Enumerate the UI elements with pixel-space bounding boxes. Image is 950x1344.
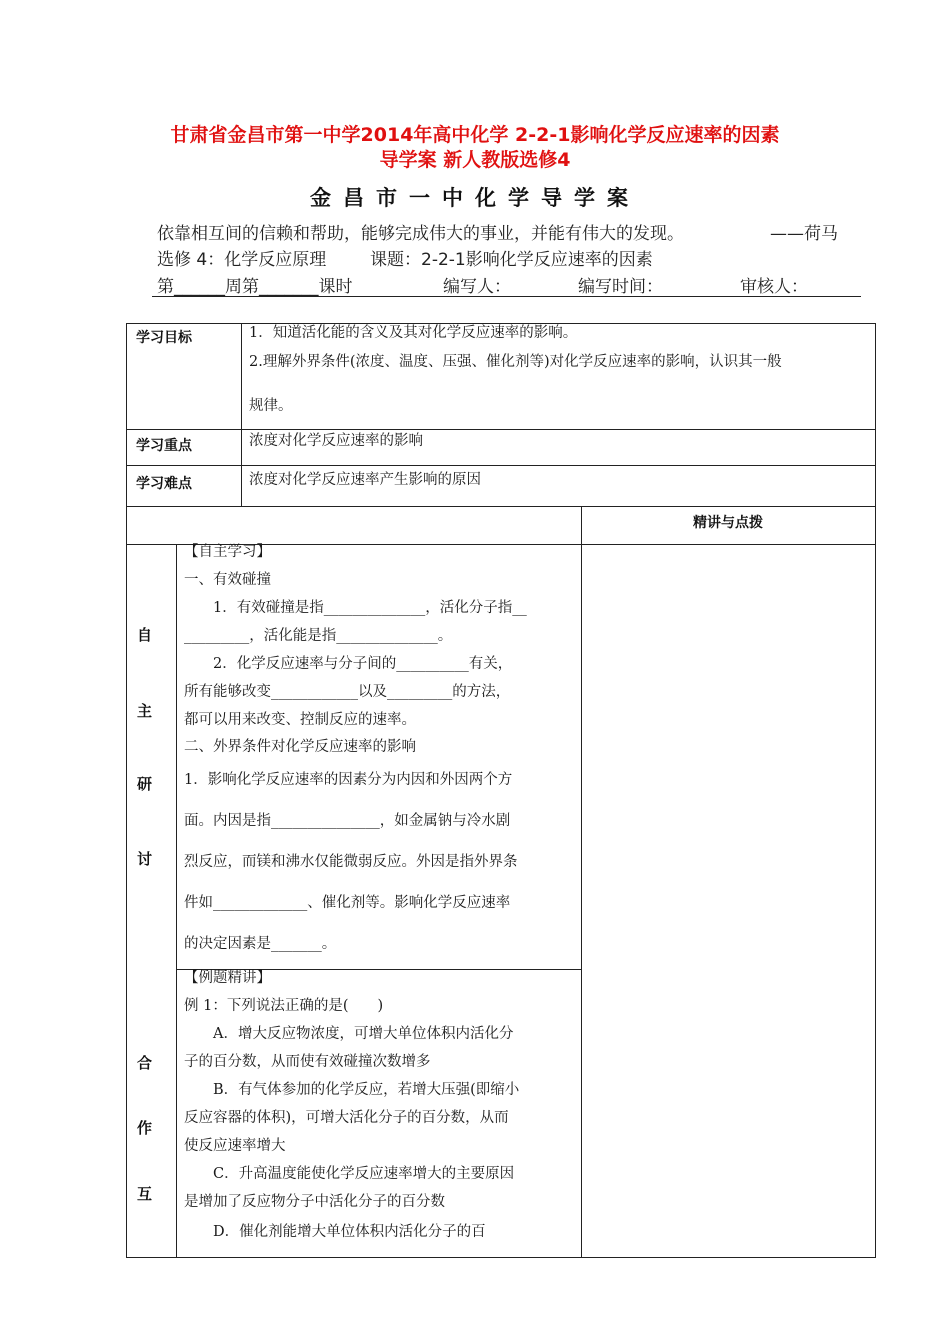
reviewer-label: 审核人： [740,277,808,297]
document-title-line1: 甘肃省金昌市第一中学2014年高中化学 2-2-1影响化学反应速率的因素 [170,124,780,146]
document-title-line2: 导学案 新人教版选修4 [379,149,571,171]
table-border-right [875,323,876,1257]
course-label: 选修 4：化学反应原理 [157,250,327,270]
self-study-line: 一、有效碰撞 [184,572,271,588]
factors-line: 件如_____________、催化剂等。影响化学反应速率 [184,895,511,911]
example-line: C．升高温度能使化学反应速率增大的主要原因 [184,1166,515,1182]
notes-column-header: 精讲与点拨 [693,515,763,531]
write-time-label: 编写时间： [578,277,663,297]
self-study-line: _________，活化能是指______________。 [184,628,453,644]
column-divider [241,323,242,506]
row-divider [126,429,876,430]
example-line: D．催化剂能增大单位体积内活化分子的百 [184,1224,486,1240]
self-study-heading: 【自主学习】 [184,544,271,560]
section1-char: 研 [137,775,153,793]
section1-char: 讨 [137,850,153,868]
goals-label: 学习目标 [136,330,192,346]
difficulty-text: 浓度对化学反应速率产生影响的原因 [249,472,481,488]
writer-label: 编写人： [443,277,511,297]
self-study-line: 1．有效碰撞是指______________，活化分子指__ [184,600,527,616]
self-study-line: 2．化学反应速率与分子间的__________有关， [184,656,513,672]
section1-char: 主 [137,702,153,720]
example-line: 例 1：下列说法正确的是( ) [184,998,384,1014]
table-border-bottom [126,1257,876,1258]
example-line: B．有气体参加的化学反应，若增大压强(即缩小 [184,1082,520,1098]
factors-line: 烈反应，而镁和沸水仅能微弱反应。外因是指外界条 [184,854,518,870]
example-line: 是增加了反应物分子中活化分子的百分数 [184,1194,445,1210]
self-study-line: 都可以用来改变、控制反应的速率。 [184,712,416,728]
section2-char: 作 [137,1119,153,1137]
example-line: A．增大反应物浓度，可增大单位体积内活化分 [184,1026,514,1042]
key-point-text: 浓度对化学反应速率的影响 [249,433,423,449]
goal-item-1: 1．知道活化能的含义及其对化学反应速率的影响。 [249,325,578,341]
column-divider [176,544,177,1257]
example-line: 子的百分数，从而使有效碰撞次数增多 [184,1054,431,1070]
factors-line: 面。内因是指_______________，如金属钠与冷水剧 [184,813,511,829]
section1-char: 自 [137,626,153,644]
example-line: 使反应速率增大 [184,1138,286,1154]
key-point-label: 学习重点 [136,438,192,454]
school-header: 金昌市一中化学导学案 [310,186,640,210]
self-study-line: 二、外界条件对化学反应速率的影响 [184,739,416,755]
goal-item-2: 2.理解外界条件(浓度、温度、压强、催化剂等)对化学反应速率的影响，认识其一般 [249,354,782,370]
table-border-left [126,323,127,1257]
section2-char: 互 [137,1185,153,1203]
column-divider [581,506,582,1257]
example-line: 反应容器的体积)，可增大活化分子的百分数，从而 [184,1110,509,1126]
row-divider [126,506,876,507]
example-heading: 【例题精讲】 [184,970,271,986]
difficulty-label: 学习难点 [136,476,192,492]
goal-item-2-cont: 规律。 [249,398,293,414]
section2-char: 合 [137,1054,153,1072]
self-study-line: 所有能够改变____________以及_________的方法， [184,684,511,700]
factors-line: 1．影响化学反应速率的因素分为内因和外因两个方 [184,772,513,788]
header-underline [152,296,861,297]
topic-label: 课题：2-2-1影响化学反应速率的因素 [370,250,653,270]
week-period-label: 第______周第_______课时 [157,277,353,297]
factors-line: 的决定因素是_______。 [184,936,337,952]
motto: 依靠相互间的信赖和帮助，能够完成伟大的事业，并能有伟大的发现。 [157,224,684,244]
motto-author: ——荷马 [770,224,838,244]
row-divider [126,465,876,466]
